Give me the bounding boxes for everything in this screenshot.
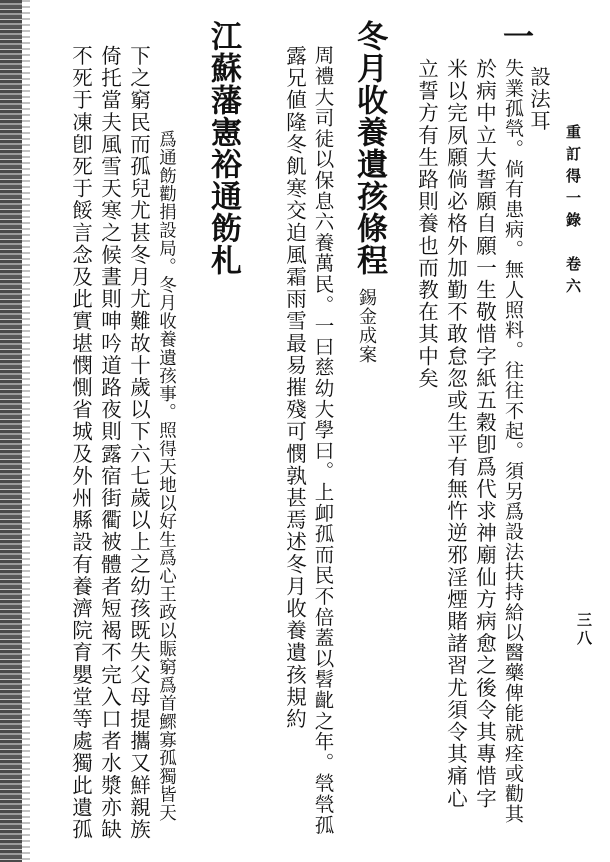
section-author: 錫金成案 xyxy=(356,288,377,364)
section-title: 冬月收養遺孩條程 xyxy=(351,20,387,276)
text-column: 米以完夙願倘必格外加勤不敢怠忽或生平有無忤逆邪淫煙賭諸習尤須令其痛心 xyxy=(443,58,468,810)
text-column: 不死于凍卽死于餒言念及此實堪憫惻省城及外州縣設有養濟院育嬰堂等處獨此遺孤 xyxy=(68,45,93,841)
text-column: 爲通飭勸捐設局。冬月收養遺孩事。照得天地以好生爲心王政以賑窮爲首鰥寡孤獨皆天 xyxy=(156,130,177,822)
section-title: 江蘇藩憲裕通飭札 xyxy=(205,20,241,276)
item-marker-one: 一 xyxy=(497,20,533,52)
text-column: 周禮大司徒以保息六養萬民。一曰慈幼大學曰。上卹孤而民不倍蓋以髫齔之年。煢煢孤 xyxy=(311,45,335,836)
text-column: 露兄値隆冬飢寒交迫風霜雨雪最易摧殘可憫孰甚焉述冬月收養遺孩規約 xyxy=(282,45,307,731)
binding-edge xyxy=(0,0,22,862)
binding-stitch xyxy=(22,0,30,862)
text-column: 於病中立大誓願自願一生敬惜字紙五穀卽爲代求神廟仙方病愈之後令其專惜字 xyxy=(472,58,497,810)
text-column: 立誓方有生路則養也而教在其中矣 xyxy=(414,58,439,390)
text-column: 倚托當夫風雪天寒之候晝則呻吟道路夜則露宿街衢被體者短褐不完入口者水漿亦缺 xyxy=(97,45,122,841)
text-column: 下之窮民而孤兒尤甚冬月尤難故十歲以下六七歲以上之幼孩既失父母提攜又鮮親族 xyxy=(126,45,151,841)
margin-book-title: 重訂得一錄 卷六 xyxy=(564,124,582,300)
page-number: 三八 xyxy=(575,612,593,648)
closing-phrase: 設法耳 xyxy=(526,66,551,133)
text-column: 失業孤煢。倘有患病。無人照料。往往不起。須另爲設法扶持給以醫藥俾能就痊或勸其 xyxy=(502,58,524,824)
